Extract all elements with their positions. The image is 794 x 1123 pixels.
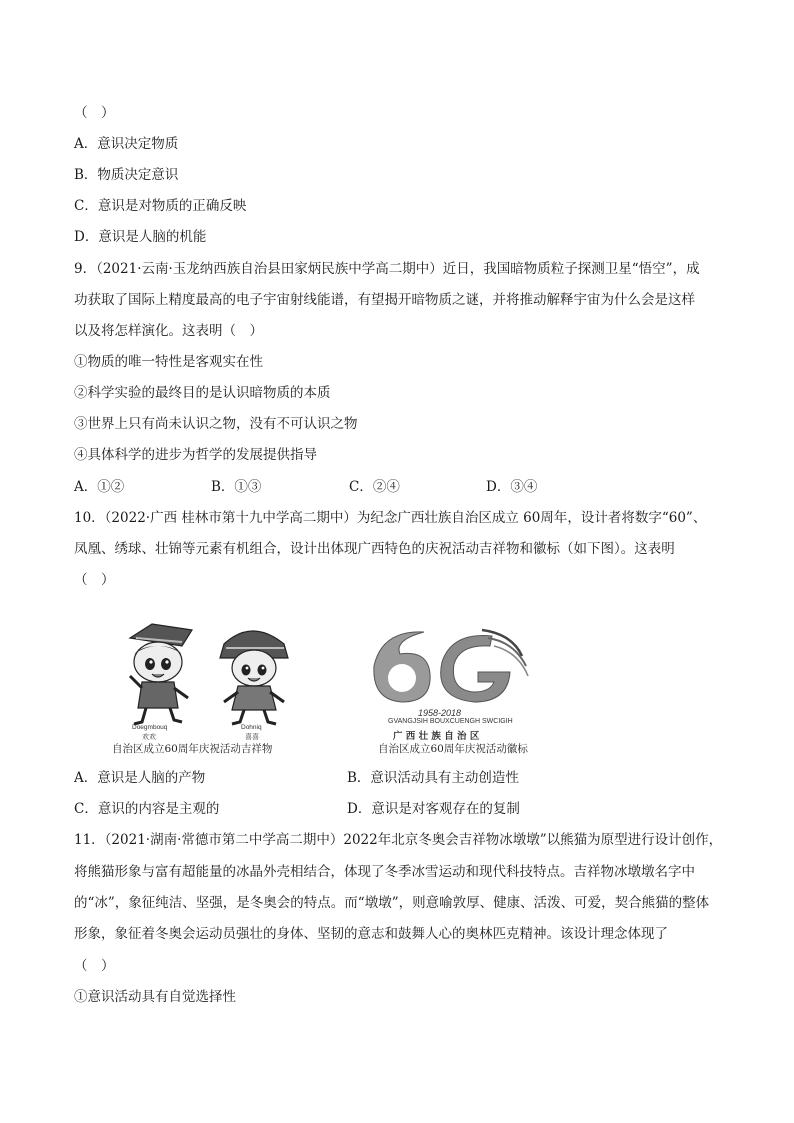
q9-choices	[74, 478, 724, 496]
q10-option-d: D．意识是对客观存在的复制	[347, 801, 520, 817]
mascot-caption: 自治区成立60周年庆祝活动吉祥物	[112, 743, 273, 755]
mascot-huanhuan-figure	[130, 624, 192, 724]
q9-statement-4: ④具体科学的进步为哲学的发展提供指导	[74, 447, 317, 463]
logo-zhuang-text: GVANGJSIH BOUXCUENGH SWCIGIH	[388, 718, 513, 725]
q9-stem-line-3: 以及将怎样演化。这表明（ ）	[74, 323, 263, 339]
q8-option-c: C．意识是对物质的正确反映	[74, 198, 247, 214]
q11-stem-line-2: 将熊猫形象与富有超能量的冰晶外壳相结合，体现了冬季冰雪运动和现代科技特点。吉祥物冰墩墩名字中	[74, 864, 695, 880]
logo-years: 1958-2018	[418, 708, 462, 718]
mascot1-pinyin: Doegmbouq	[132, 724, 168, 731]
q9-statement-1: ①物质的唯一特性是客观实在性	[74, 354, 263, 370]
q10-option-b: B．意识活动具有主动创造性	[347, 770, 519, 786]
mascot1-name: 欢欢	[142, 733, 156, 741]
q9-statement-3: ③世界上只有尚未认识之物，没有不可认识之物	[74, 416, 358, 432]
q10-figure	[100, 612, 560, 762]
q9-choice-d: D．③④	[486, 479, 538, 495]
q9-statement-2: ②科学实验的最终目的是认识暗物质的本质	[74, 385, 331, 401]
q9-choice-b: B．①③	[211, 479, 262, 495]
q9-stem-line-1: 9．（2021·云南·玉龙纳西族自治县田家炳民族中学高二期中）近日，我国暗物质粒子探测卫星“悟空”，成	[74, 261, 700, 277]
logo-caption: 自治区成立60周年庆祝活动徽标	[378, 743, 528, 755]
q10-stem-line-1: 10．（2022·广西 桂林市第十九中学高二期中）为纪念广西壮族自治区成立 60周年，设计者将数字“60”、	[74, 510, 707, 526]
q8-option-b: B．物质决定意识	[74, 167, 179, 183]
q8-option-a: A．意识决定物质	[74, 136, 179, 152]
q9-stem-line-2: 功获取了国际上精度最高的电子宇宙射线能谱，有望揭开暗物质之谜，并将推动解释宇宙为什么会是这样	[74, 292, 695, 308]
anniversary-logo	[362, 626, 532, 706]
q10-option-a: A．意识是人脑的产物	[74, 770, 206, 786]
logo-chinese-text: 广 西 壮 族 自 治 区	[393, 731, 480, 742]
q10-stem-line-3: （ ）	[74, 572, 115, 588]
mascot2-pinyin: Dohniq	[241, 724, 262, 731]
q10-option-c: C．意识的内容是主观的	[74, 801, 220, 817]
q11-stem-line-5: （ ）	[74, 958, 115, 974]
q10-stem-line-2: 凤凰、绣球、壮锦等元素有机组合，设计出体现广西特色的庆祝活动吉祥物和徽标（如下图）。这表明	[74, 541, 675, 557]
q11-stem-line-4: 形象，象征着冬奥会运动员强壮的身体、坚韧的意志和鼓舞人心的奥林匹克精神。该设计理念体现了	[74, 926, 668, 942]
q8-paren: （ ）	[74, 105, 115, 121]
q9-choice-c: C．②④	[349, 479, 400, 495]
mascot-xixi-figure	[220, 631, 288, 724]
q11-statement-1: ①意识活动具有自觉选择性	[74, 989, 236, 1005]
mascot2-name: 喜喜	[245, 733, 259, 741]
q11-stem-line-3: 的“冰”，象征纯洁、坚强，是冬奥会的特点。而“墩墩”，则意喻敦厚、健康、活泼、可爱，契合熊猫的整体	[74, 895, 710, 911]
q11-stem-line-1: 11．（2021·湖南·常德市第二中学高二期中）2022年北京冬奥会吉祥物冰墩墩”以熊猫为原型进行设计创作，	[74, 832, 723, 848]
q8-option-d: D．意识是人脑的机能	[74, 229, 207, 245]
mascot-illustration	[112, 618, 312, 738]
q9-choice-a: A．①②	[74, 479, 125, 495]
